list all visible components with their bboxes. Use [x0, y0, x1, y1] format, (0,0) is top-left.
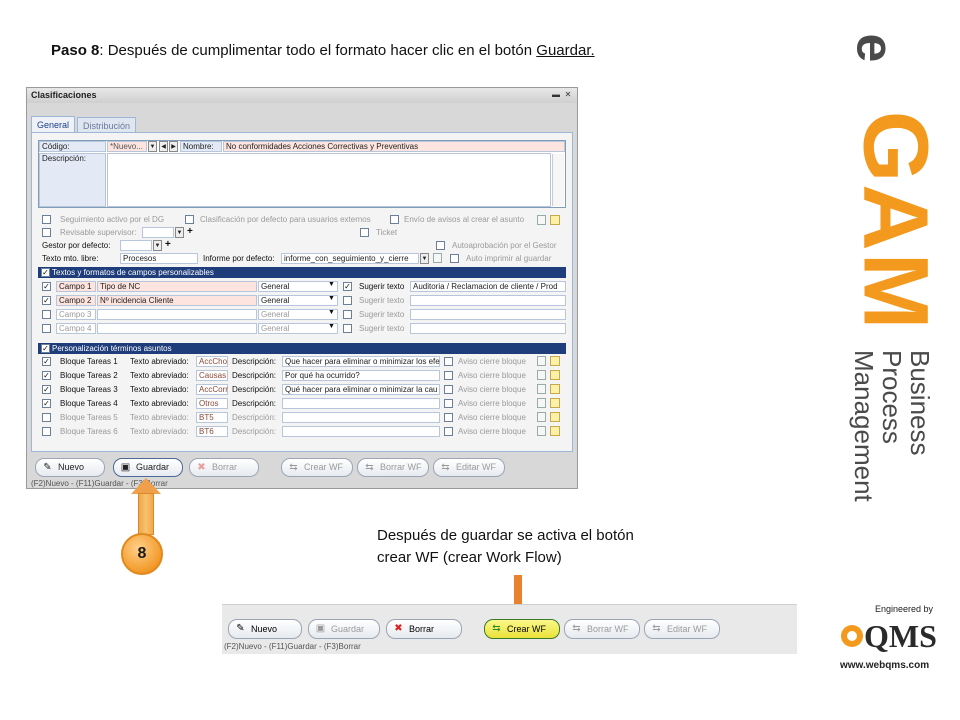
format-dropdown-icon[interactable]: ▼: [328, 309, 335, 316]
borrar-button[interactable]: [189, 458, 259, 477]
svg-text:QMS: QMS: [864, 618, 937, 654]
envio-mail-icon[interactable]: [550, 215, 560, 225]
strip-crear-wf-label: Crear WF: [507, 624, 546, 634]
step-marker: 8: [121, 533, 163, 575]
bloque-doc-icon[interactable]: [537, 370, 546, 380]
texto-abreviado-label: Texto abreviado:: [130, 399, 189, 408]
campo-checkbox[interactable]: ✓: [43, 282, 50, 291]
guardar-button-label: Guardar: [136, 462, 170, 472]
note-line-1: Después de guardar se activa el botón: [377, 527, 634, 544]
delete-icon: ✖: [394, 623, 403, 634]
bloque-label: Bloque Tareas 1: [60, 357, 118, 366]
workflow-delete-icon: ⇆: [365, 462, 374, 473]
ticket-checkbox[interactable]: [360, 228, 369, 237]
campo-label: Campo 1: [56, 281, 96, 292]
svg-text:Business: Business: [905, 350, 935, 456]
aviso-checkbox[interactable]: [444, 357, 453, 366]
revisable-add-icon[interactable]: +: [187, 226, 193, 237]
up-arrow-shaft: [138, 493, 154, 535]
sugerir-checkbox[interactable]: [343, 310, 352, 319]
bloque-desc-field[interactable]: [282, 398, 440, 409]
descripcion-textarea[interactable]: [107, 153, 551, 207]
texto-mto-label: Texto mto. libre:: [42, 254, 99, 263]
nuevo-icon: ✎: [236, 623, 245, 634]
strip-borrar-wf-label: Borrar WF: [587, 624, 629, 634]
tab-distribucion[interactable]: Distribución: [77, 117, 136, 133]
nombre-label: Nombre:: [180, 141, 222, 152]
aviso-label: Aviso cierre bloque: [458, 399, 526, 408]
editar-wf-button[interactable]: [433, 458, 505, 477]
sugerir-label: Sugerir texto: [359, 282, 405, 291]
format-dropdown-icon[interactable]: ▼: [328, 281, 335, 288]
step-link: Guardar.: [536, 42, 595, 59]
bloque-abbr-field[interactable]: BT6: [196, 426, 228, 437]
step-heading: [51, 42, 595, 59]
sugerir-checkbox[interactable]: [343, 324, 352, 333]
campo-format-select[interactable]: General: [258, 295, 338, 306]
auto-imprimir-checkbox[interactable]: [450, 254, 459, 263]
svg-text:Management: Management: [849, 350, 879, 502]
aviso-label: Aviso cierre bloque: [458, 357, 526, 366]
envio-doc-icon[interactable]: [537, 215, 546, 225]
bloque-mail-icon[interactable]: [550, 426, 560, 436]
bloque-label: Bloque Tareas 5: [60, 413, 118, 422]
campo-format-select[interactable]: General: [258, 281, 338, 292]
qms-url: www.webqms.com: [840, 660, 930, 671]
sugerir-label: Sugerir texto: [359, 324, 405, 333]
strip-editar-wf-label: Editar WF: [667, 624, 708, 634]
svg-text:e: e: [845, 33, 904, 63]
aviso-checkbox[interactable]: [444, 399, 453, 408]
description-scrollbar[interactable]: [552, 154, 564, 206]
campos-section-header: Textos y formatos de campos personalizables: [38, 267, 566, 278]
campo-label: Campo 2: [56, 295, 96, 306]
strip-guardar-button[interactable]: [308, 619, 380, 639]
sugerir-label: Sugerir texto: [359, 310, 405, 319]
bloque-checkbox[interactable]: ✓: [43, 357, 50, 366]
guardar-button[interactable]: [113, 458, 183, 477]
prev-record-icon[interactable]: ◀: [159, 141, 168, 152]
strip-editar-wf-button[interactable]: [644, 619, 720, 639]
texto-abreviado-label: Texto abreviado:: [130, 357, 189, 366]
bloque-doc-icon[interactable]: [537, 398, 546, 408]
bloque-label: Bloque Tareas 6: [60, 427, 118, 436]
strip-nuevo-button[interactable]: [228, 619, 302, 639]
envio-checkbox[interactable]: [390, 215, 399, 224]
bloque-checkbox[interactable]: ✓: [43, 399, 50, 408]
revisable-label: Revisable supervisor:: [60, 228, 137, 237]
sugerir-field[interactable]: Auditoria / Reclamacion de cliente / Prod: [410, 281, 566, 292]
strip-guardar-label: Guardar: [331, 624, 365, 634]
egam-gam-logo: [844, 96, 947, 346]
format-dropdown-icon[interactable]: ▼: [328, 295, 335, 302]
next-record-icon[interactable]: ▶: [169, 141, 178, 152]
sugerir-label: Sugerir texto: [359, 296, 405, 305]
nuevo-button-label: Nuevo: [58, 462, 85, 472]
workflow-delete-icon: ⇆: [572, 623, 581, 634]
sugerir-field[interactable]: [410, 323, 566, 334]
tab-general[interactable]: General: [31, 116, 75, 132]
bloque-label: Bloque Tareas 3: [60, 385, 118, 394]
borrar-button-label: Borrar: [212, 462, 238, 472]
campo-label: Campo 4: [56, 323, 96, 334]
nuevo-button[interactable]: [35, 458, 105, 477]
business-process-management-logo: [848, 350, 938, 510]
campo-checkbox[interactable]: [42, 310, 51, 319]
nombre-field[interactable]: No conformidades Acciones Correctivas y Preventivas: [223, 141, 565, 152]
aviso-label: Aviso cierre bloque: [458, 427, 526, 436]
bloque-desc-field[interactable]: Qué hacer para eliminar o minimizar la cau: [282, 384, 440, 395]
editar-wf-button-label: Editar WF: [456, 462, 497, 472]
svg-text:Process: Process: [877, 350, 907, 444]
bloque-doc-icon[interactable]: [537, 412, 546, 422]
bloque-checkbox[interactable]: ✓: [43, 371, 50, 380]
gestor-add-icon[interactable]: +: [165, 239, 171, 250]
engineered-by-text: Engineered by: [875, 604, 934, 614]
bloque-checkbox[interactable]: [42, 427, 51, 436]
campo-value-field[interactable]: [97, 323, 257, 334]
autoaprobacion-checkbox[interactable]: [436, 241, 445, 250]
bloque-descripcion-label: Descripción:: [232, 399, 277, 408]
campo-checkbox[interactable]: [42, 324, 51, 333]
bloque-abbr-field[interactable]: AccCho: [196, 356, 228, 367]
revisable-checkbox[interactable]: [42, 228, 51, 237]
bloque-descripcion-label: Descripción:: [232, 357, 277, 366]
bloque-abbr-field[interactable]: Otros: [196, 398, 228, 409]
workflow-edit-icon: ⇆: [652, 623, 661, 634]
qms-logo: [838, 616, 942, 656]
general-panel: [31, 132, 573, 452]
step-text: : Después de cumplimentar todo el formato hacer clic en el botón: [99, 42, 537, 59]
workflow-icon: ⇆: [492, 623, 501, 634]
envio-label: Envío de avisos al crear el asunto: [404, 215, 525, 224]
bloque-mail-icon[interactable]: [550, 384, 560, 394]
auto-imprimir-label: Auto imprimir al guardar: [466, 254, 552, 263]
campo-value-field[interactable]: Nº incidencia Cliente: [97, 295, 257, 306]
terminos-section-header: Personalización términos asuntos: [38, 343, 566, 354]
after-save-toolbar: [222, 604, 797, 654]
nuevo-icon: ✎: [43, 462, 52, 473]
bloque-checkbox[interactable]: [42, 413, 51, 422]
bloque-mail-icon[interactable]: [550, 356, 560, 366]
codigo-field[interactable]: *Nuevo...: [107, 141, 147, 152]
note-text: [377, 525, 634, 569]
strip-borrar-button[interactable]: [386, 619, 462, 639]
clasificaciones-window: [26, 87, 578, 489]
seguimiento-label: Seguimiento activo por el DG: [60, 215, 165, 224]
save-icon: ▣: [120, 462, 131, 473]
bloque-doc-icon[interactable]: [537, 356, 546, 366]
workflow-edit-icon: ⇆: [441, 462, 450, 473]
informe-doc-icon[interactable]: [433, 253, 442, 263]
clasificacion-checkbox[interactable]: [185, 215, 194, 224]
bloque-label: Bloque Tareas 2: [60, 371, 118, 380]
workflow-icon: ⇆: [289, 462, 298, 473]
note-line-2: crear WF (crear Work Flow): [377, 549, 562, 566]
bloque-descripcion-label: Descripción:: [232, 385, 277, 394]
bloque-abbr-field[interactable]: AccCorr: [196, 384, 228, 395]
descripcion-label: Descripción:: [39, 153, 106, 207]
bloque-doc-icon[interactable]: [537, 384, 546, 394]
bloque-desc-field[interactable]: [282, 412, 440, 423]
campo-value-field[interactable]: [97, 309, 257, 320]
bloque-descripcion-label: Descripción:: [232, 427, 277, 436]
shortcut-hint: (F2)Nuevo - (F11)Guardar - (F3)Borrar: [31, 479, 168, 488]
close-icon[interactable]: ✕: [564, 90, 572, 99]
bloque-mail-icon[interactable]: [550, 398, 560, 408]
bloque-mail-icon[interactable]: [550, 370, 560, 380]
campo-value-field[interactable]: Tipo de NC: [97, 281, 257, 292]
campo-checkbox[interactable]: ✓: [43, 296, 50, 305]
sugerir-field[interactable]: [410, 295, 566, 306]
svg-text:GAM: GAM: [844, 110, 947, 332]
sugerir-checkbox[interactable]: [343, 296, 352, 305]
egam-e-logo: [842, 28, 904, 68]
aviso-label: Aviso cierre bloque: [458, 413, 526, 422]
strip-shortcut-hint: (F2)Nuevo - (F11)Guardar - (F3)Borrar: [224, 642, 361, 651]
terminos-section-checkbox[interactable]: ✓: [42, 344, 49, 353]
bloque-descripcion-label: Descripción:: [232, 413, 277, 422]
campo-format-select[interactable]: General: [258, 309, 338, 320]
bloque-abbr-field[interactable]: Causas: [196, 370, 228, 381]
aviso-label: Aviso cierre bloque: [458, 371, 526, 380]
format-dropdown-icon[interactable]: ▼: [328, 323, 335, 330]
bloque-abbr-field[interactable]: BT5: [196, 412, 228, 423]
aviso-checkbox[interactable]: [444, 427, 453, 436]
step-label: Paso 8: [51, 42, 100, 59]
campos-section-checkbox[interactable]: ✓: [42, 268, 49, 277]
seguimiento-checkbox[interactable]: [42, 215, 51, 224]
bloque-desc-field[interactable]: Que hacer para eliminar o minimizar los efe: [282, 356, 440, 367]
ticket-label: Ticket: [376, 228, 398, 237]
texto-abreviado-label: Texto abreviado:: [130, 371, 189, 380]
texto-abreviado-label: Texto abreviado:: [130, 385, 189, 394]
campo-format-select[interactable]: General: [258, 323, 338, 334]
save-icon: ▣: [315, 623, 326, 634]
bloque-desc-field[interactable]: Por qué ha ocurrido?: [282, 370, 440, 381]
gestor-dropdown-icon[interactable]: ▼: [153, 240, 162, 251]
strip-nuevo-label: Nuevo: [251, 624, 278, 634]
codigo-label: Código:: [39, 141, 106, 152]
clasificacion-label: Clasificación por defecto para usuarios externos: [200, 215, 371, 224]
revisable-field[interactable]: [142, 227, 174, 238]
minimize-icon[interactable]: ▬: [552, 90, 560, 99]
window-title: Clasificaciones: [27, 88, 577, 103]
strip-borrar-label: Borrar: [409, 624, 435, 634]
campo-label: Campo 3: [56, 309, 96, 320]
bloque-mail-icon[interactable]: [550, 412, 560, 422]
bloque-checkbox[interactable]: ✓: [43, 385, 50, 394]
aviso-checkbox[interactable]: [444, 413, 453, 422]
texto-abreviado-label: Texto abreviado:: [130, 413, 189, 422]
borrar-wf-button[interactable]: [357, 458, 429, 477]
texto-abreviado-label: Texto abreviado:: [130, 427, 189, 436]
gestor-label: Gestor por defecto:: [42, 241, 111, 250]
strip-borrar-wf-button[interactable]: [564, 619, 640, 639]
crear-wf-button[interactable]: [281, 458, 353, 477]
autoaprobacion-label: Autoaprobación por el Gestor: [452, 241, 557, 250]
gestor-field[interactable]: [120, 240, 152, 251]
informe-dropdown-icon[interactable]: ▼: [420, 253, 429, 264]
codigo-dropdown-icon[interactable]: ▼: [148, 141, 157, 152]
informe-label: Informe por defecto:: [203, 254, 275, 263]
bloque-doc-icon[interactable]: [537, 426, 546, 436]
informe-field[interactable]: informe_con_seguimiento_y_cierre: [281, 253, 419, 264]
sugerir-checkbox[interactable]: ✓: [344, 282, 351, 291]
crear-wf-button-label: Crear WF: [304, 462, 343, 472]
sugerir-field[interactable]: [410, 309, 566, 320]
delete-icon: ✖: [197, 462, 206, 473]
aviso-checkbox[interactable]: [444, 385, 453, 394]
aviso-label: Aviso cierre bloque: [458, 385, 526, 394]
borrar-wf-button-label: Borrar WF: [380, 462, 422, 472]
aviso-checkbox[interactable]: [444, 371, 453, 380]
texto-mto-field[interactable]: Procesos: [120, 253, 198, 264]
revisable-dropdown-icon[interactable]: ▼: [175, 227, 184, 238]
bloque-descripcion-label: Descripción:: [232, 371, 277, 380]
up-arrow-icon: [131, 478, 161, 494]
bloque-label: Bloque Tareas 4: [60, 399, 118, 408]
bloque-desc-field[interactable]: [282, 426, 440, 437]
strip-crear-wf-button[interactable]: [484, 619, 560, 639]
